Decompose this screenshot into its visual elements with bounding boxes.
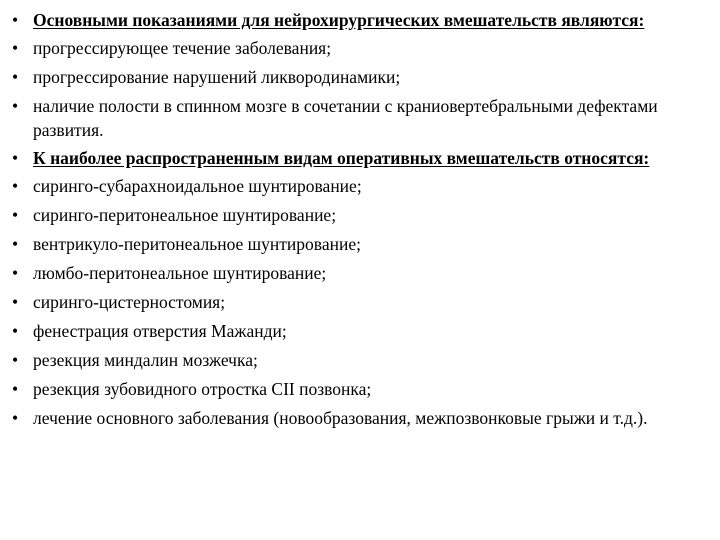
bullet-icon: • — [12, 234, 19, 254]
list-item-text: фенестрация отверстия Мажанди; — [33, 321, 287, 341]
list-item — [12, 377, 700, 401]
bullet-icon: • — [12, 205, 19, 225]
list-item-operations-heading — [12, 146, 700, 170]
list-item-text: прогрессирующее течение заболевания; — [33, 38, 332, 58]
list-item-text: наличие полости в спинном мозге в сочетании с краниовертебральными дефектами развития. — [33, 96, 658, 140]
bullet-icon: • — [12, 176, 19, 196]
indications-heading: Основными показаниями для нейрохирургических вмешательств являются: — [33, 10, 645, 30]
operations-heading: К наиболее распространенным видам оперативных вмешательств относятся: — [33, 148, 650, 168]
list-item — [12, 406, 700, 430]
list-item — [12, 36, 700, 60]
list-item-text: лечение основного заболевания (новообразования, межпозвонковые грыжи и т.д.). — [33, 408, 648, 428]
list-item-text: резекция зубовидного отростка CII позвонка; — [33, 379, 372, 399]
list-item-text: люмбо-перитонеальное шунтирование; — [33, 263, 327, 283]
bullet-icon: • — [12, 321, 19, 341]
bullet-icon: • — [12, 408, 19, 428]
bullet-icon: • — [12, 38, 19, 58]
bullet-icon: • — [12, 96, 19, 116]
list-item — [12, 203, 700, 227]
list-item — [12, 261, 700, 285]
bullet-icon: • — [12, 10, 19, 30]
list-item-text: прогрессирование нарушений ликвородинамики; — [33, 67, 401, 87]
bullet-icon: • — [12, 67, 19, 87]
bullet-icon: • — [12, 292, 19, 312]
list-item-text: сиринго-цистерностомия; — [33, 292, 226, 312]
list-item — [12, 348, 700, 372]
bullet-list — [12, 8, 700, 434]
bullet-icon: • — [12, 148, 19, 168]
list-item — [12, 174, 700, 198]
bullet-icon: • — [12, 379, 19, 399]
list-item-text: сиринго-перитонеальное шунтирование; — [33, 205, 337, 225]
list-item-text: резекция миндалин мозжечка; — [33, 350, 258, 370]
list-item-indications-heading — [12, 8, 700, 32]
list-item — [12, 65, 700, 89]
list-item — [12, 290, 700, 314]
list-item-text: вентрикуло-перитонеальное шунтирование; — [33, 234, 361, 254]
list-item-text: сиринго-субарахноидальное шунтирование; — [33, 176, 362, 196]
list-item — [12, 232, 700, 256]
list-item — [12, 319, 700, 343]
bullet-icon: • — [12, 263, 19, 283]
list-item — [12, 94, 700, 142]
bullet-icon: • — [12, 350, 19, 370]
